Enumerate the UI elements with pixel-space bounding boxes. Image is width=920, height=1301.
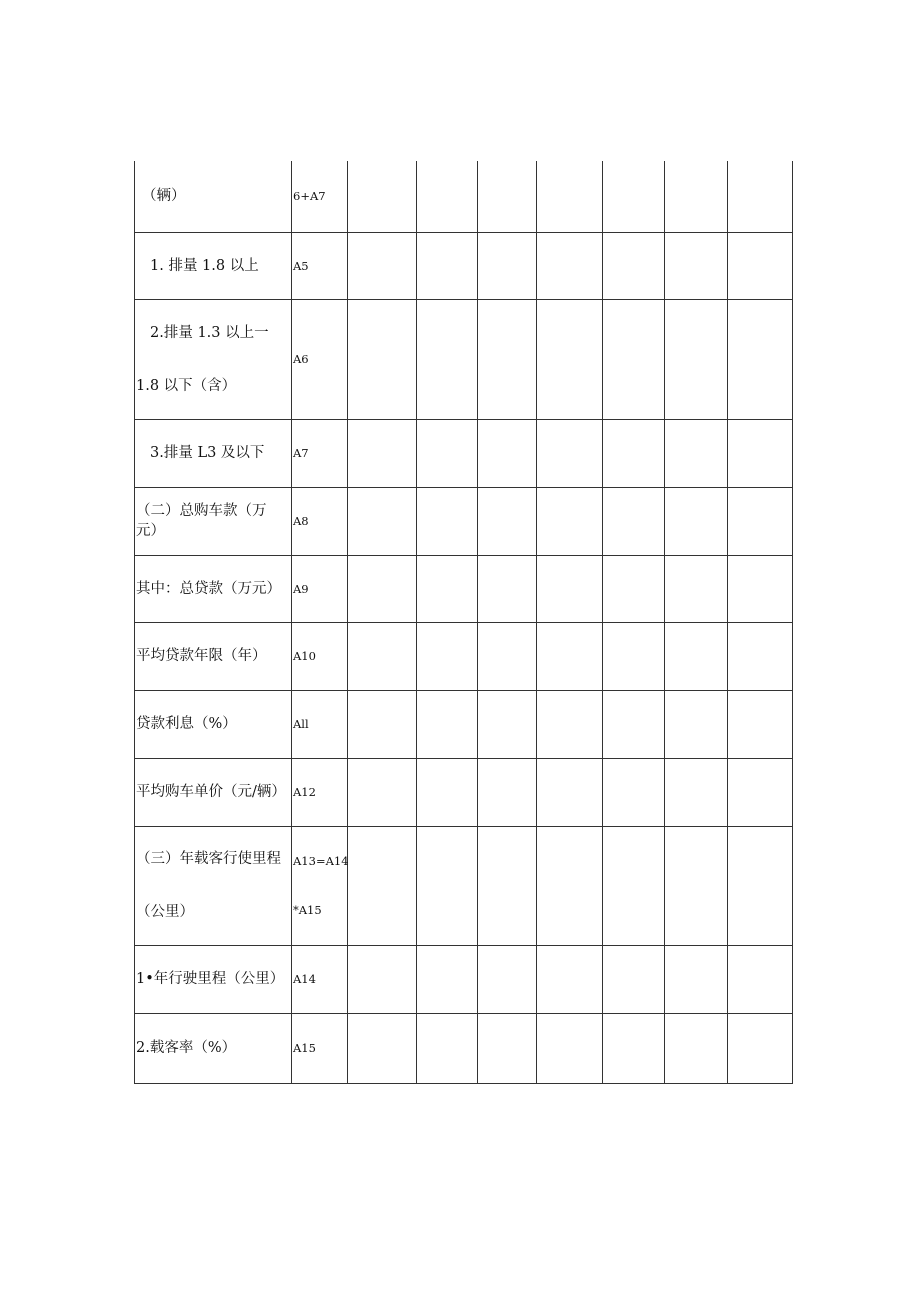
row-code-text: A8 bbox=[293, 514, 309, 528]
row-code-cell bbox=[292, 690, 348, 758]
empty-value-cell bbox=[417, 945, 478, 1013]
row-code-cell bbox=[292, 299, 348, 419]
table-row bbox=[135, 232, 793, 299]
row-label-cell bbox=[135, 690, 292, 758]
empty-value-cell bbox=[603, 622, 665, 690]
empty-value-cell bbox=[665, 758, 728, 826]
empty-value-cell bbox=[348, 555, 417, 622]
row-code-text: A6 bbox=[293, 352, 309, 366]
empty-value-cell bbox=[603, 758, 665, 826]
empty-value-cell bbox=[603, 419, 665, 487]
row-code-text: All bbox=[293, 717, 309, 731]
table-row bbox=[135, 299, 793, 419]
table-row bbox=[135, 945, 793, 1013]
row-label-cell bbox=[135, 622, 292, 690]
empty-value-cell bbox=[348, 232, 417, 299]
row-label-text: 平均购车单价（元/辆） bbox=[136, 784, 286, 800]
empty-value-cell bbox=[665, 690, 728, 758]
empty-value-cell bbox=[728, 622, 793, 690]
statistics-table bbox=[134, 161, 793, 1084]
empty-value-cell bbox=[478, 622, 537, 690]
empty-value-cell bbox=[728, 555, 793, 622]
empty-value-cell bbox=[417, 487, 478, 555]
empty-value-cell bbox=[665, 555, 728, 622]
row-code-text: A9 bbox=[293, 581, 309, 596]
row-code-text: A7 bbox=[293, 446, 309, 460]
empty-value-cell bbox=[665, 299, 728, 419]
row-code-text: A14 bbox=[293, 972, 316, 986]
empty-value-cell bbox=[537, 161, 603, 232]
empty-value-cell bbox=[478, 232, 537, 299]
empty-value-cell bbox=[728, 232, 793, 299]
empty-value-cell bbox=[603, 945, 665, 1013]
empty-value-cell bbox=[348, 1013, 417, 1083]
row-code-cell bbox=[292, 945, 348, 1013]
empty-value-cell bbox=[537, 622, 603, 690]
empty-value-cell bbox=[728, 758, 793, 826]
empty-value-cell bbox=[348, 758, 417, 826]
empty-value-cell bbox=[417, 622, 478, 690]
empty-value-cell bbox=[417, 555, 478, 622]
row-code-cell bbox=[292, 232, 348, 299]
empty-value-cell bbox=[603, 555, 665, 622]
row-label-text: 2.载客率（%） bbox=[136, 1040, 237, 1056]
table-row bbox=[135, 161, 793, 232]
row-code-cell bbox=[292, 826, 348, 945]
row-code-cell bbox=[292, 555, 348, 622]
empty-value-cell bbox=[728, 419, 793, 487]
empty-value-cell bbox=[348, 826, 417, 945]
empty-value-cell bbox=[665, 1013, 728, 1083]
table-body bbox=[135, 161, 793, 1083]
empty-value-cell bbox=[603, 487, 665, 555]
row-code-text: *A15 bbox=[293, 903, 322, 917]
row-code-cell bbox=[292, 161, 348, 232]
empty-value-cell bbox=[537, 826, 603, 945]
row-code-text: A12 bbox=[293, 785, 316, 799]
empty-value-cell bbox=[417, 758, 478, 826]
row-label-text: 其中：总贷款（万元） bbox=[136, 580, 281, 597]
empty-value-cell bbox=[417, 1013, 478, 1083]
row-label-text: 3.排量 L3 及以下 bbox=[150, 445, 265, 461]
row-label-cell bbox=[135, 1013, 292, 1083]
table-row bbox=[135, 487, 793, 555]
table-row bbox=[135, 826, 793, 945]
row-code-text: A10 bbox=[293, 649, 316, 663]
empty-value-cell bbox=[417, 690, 478, 758]
empty-value-cell bbox=[665, 232, 728, 299]
row-label-cell bbox=[135, 555, 292, 622]
row-label-cell bbox=[135, 419, 292, 487]
empty-value-cell bbox=[417, 161, 478, 232]
empty-value-cell bbox=[348, 419, 417, 487]
empty-value-cell bbox=[348, 161, 417, 232]
empty-value-cell bbox=[478, 758, 537, 826]
empty-value-cell bbox=[537, 690, 603, 758]
empty-value-cell bbox=[537, 758, 603, 826]
row-label-text: 2.排量 1.3 以上一 bbox=[150, 324, 269, 341]
row-label-cell bbox=[135, 161, 292, 232]
empty-value-cell bbox=[348, 622, 417, 690]
row-label-cell bbox=[135, 758, 292, 826]
empty-value-cell bbox=[665, 487, 728, 555]
empty-value-cell bbox=[728, 299, 793, 419]
empty-value-cell bbox=[728, 161, 793, 232]
empty-value-cell bbox=[417, 419, 478, 487]
row-label-text: （公里） bbox=[136, 904, 194, 920]
empty-value-cell bbox=[478, 419, 537, 487]
empty-value-cell bbox=[478, 1013, 537, 1083]
empty-value-cell bbox=[603, 690, 665, 758]
empty-value-cell bbox=[537, 1013, 603, 1083]
row-label-text: 平均贷款年限（年） bbox=[136, 648, 267, 664]
table-row bbox=[135, 1013, 793, 1083]
row-code-cell bbox=[292, 1013, 348, 1083]
empty-value-cell bbox=[603, 299, 665, 419]
row-code-text: A5 bbox=[293, 258, 309, 273]
table-row bbox=[135, 758, 793, 826]
empty-value-cell bbox=[537, 487, 603, 555]
empty-value-cell bbox=[603, 161, 665, 232]
row-label-cell bbox=[135, 232, 292, 299]
empty-value-cell bbox=[728, 690, 793, 758]
empty-value-cell bbox=[728, 1013, 793, 1083]
empty-value-cell bbox=[348, 690, 417, 758]
empty-value-cell bbox=[537, 555, 603, 622]
row-label-text: 1. 排量 1.8 以上 bbox=[150, 257, 259, 274]
row-code-text: A15 bbox=[293, 1041, 316, 1055]
empty-value-cell bbox=[665, 826, 728, 945]
empty-value-cell bbox=[478, 945, 537, 1013]
row-label-cell bbox=[135, 826, 292, 945]
empty-value-cell bbox=[537, 232, 603, 299]
row-code-text: 6+A7 bbox=[293, 189, 326, 204]
empty-value-cell bbox=[603, 232, 665, 299]
empty-value-cell bbox=[348, 487, 417, 555]
empty-value-cell bbox=[478, 555, 537, 622]
row-label-text: （三）年载客行使里程 bbox=[136, 851, 281, 867]
row-code-cell bbox=[292, 758, 348, 826]
row-label-text: 元） bbox=[136, 523, 165, 539]
empty-value-cell bbox=[348, 299, 417, 419]
empty-value-cell bbox=[728, 487, 793, 555]
empty-value-cell bbox=[478, 299, 537, 419]
empty-value-cell bbox=[478, 161, 537, 232]
empty-value-cell bbox=[728, 945, 793, 1013]
row-label-text: 贷款利息（%） bbox=[136, 716, 237, 732]
row-label-text: 1.8 以下（含） bbox=[136, 377, 237, 394]
table-row bbox=[135, 622, 793, 690]
empty-value-cell bbox=[417, 299, 478, 419]
empty-value-cell bbox=[478, 487, 537, 555]
empty-value-cell bbox=[665, 945, 728, 1013]
row-label-cell bbox=[135, 487, 292, 555]
empty-value-cell bbox=[665, 419, 728, 487]
empty-value-cell bbox=[417, 826, 478, 945]
empty-value-cell bbox=[348, 945, 417, 1013]
table-row bbox=[135, 555, 793, 622]
row-label-cell bbox=[135, 945, 292, 1013]
empty-value-cell bbox=[478, 690, 537, 758]
row-label-text: （辆） bbox=[142, 188, 186, 205]
row-code-cell bbox=[292, 622, 348, 690]
empty-value-cell bbox=[665, 622, 728, 690]
empty-value-cell bbox=[728, 826, 793, 945]
empty-value-cell bbox=[478, 826, 537, 945]
empty-value-cell bbox=[537, 945, 603, 1013]
row-label-text: （二）总购车款（万 bbox=[136, 503, 267, 519]
empty-value-cell bbox=[417, 232, 478, 299]
table-row bbox=[135, 419, 793, 487]
empty-value-cell bbox=[665, 161, 728, 232]
row-code-cell bbox=[292, 487, 348, 555]
row-code-text: A13=A14 bbox=[293, 854, 349, 868]
empty-value-cell bbox=[603, 826, 665, 945]
row-label-text: 1•年行驶里程（公里） bbox=[136, 971, 285, 987]
empty-value-cell bbox=[537, 299, 603, 419]
empty-value-cell bbox=[603, 1013, 665, 1083]
row-code-cell bbox=[292, 419, 348, 487]
table-row bbox=[135, 690, 793, 758]
row-label-cell bbox=[135, 299, 292, 419]
empty-value-cell bbox=[537, 419, 603, 487]
